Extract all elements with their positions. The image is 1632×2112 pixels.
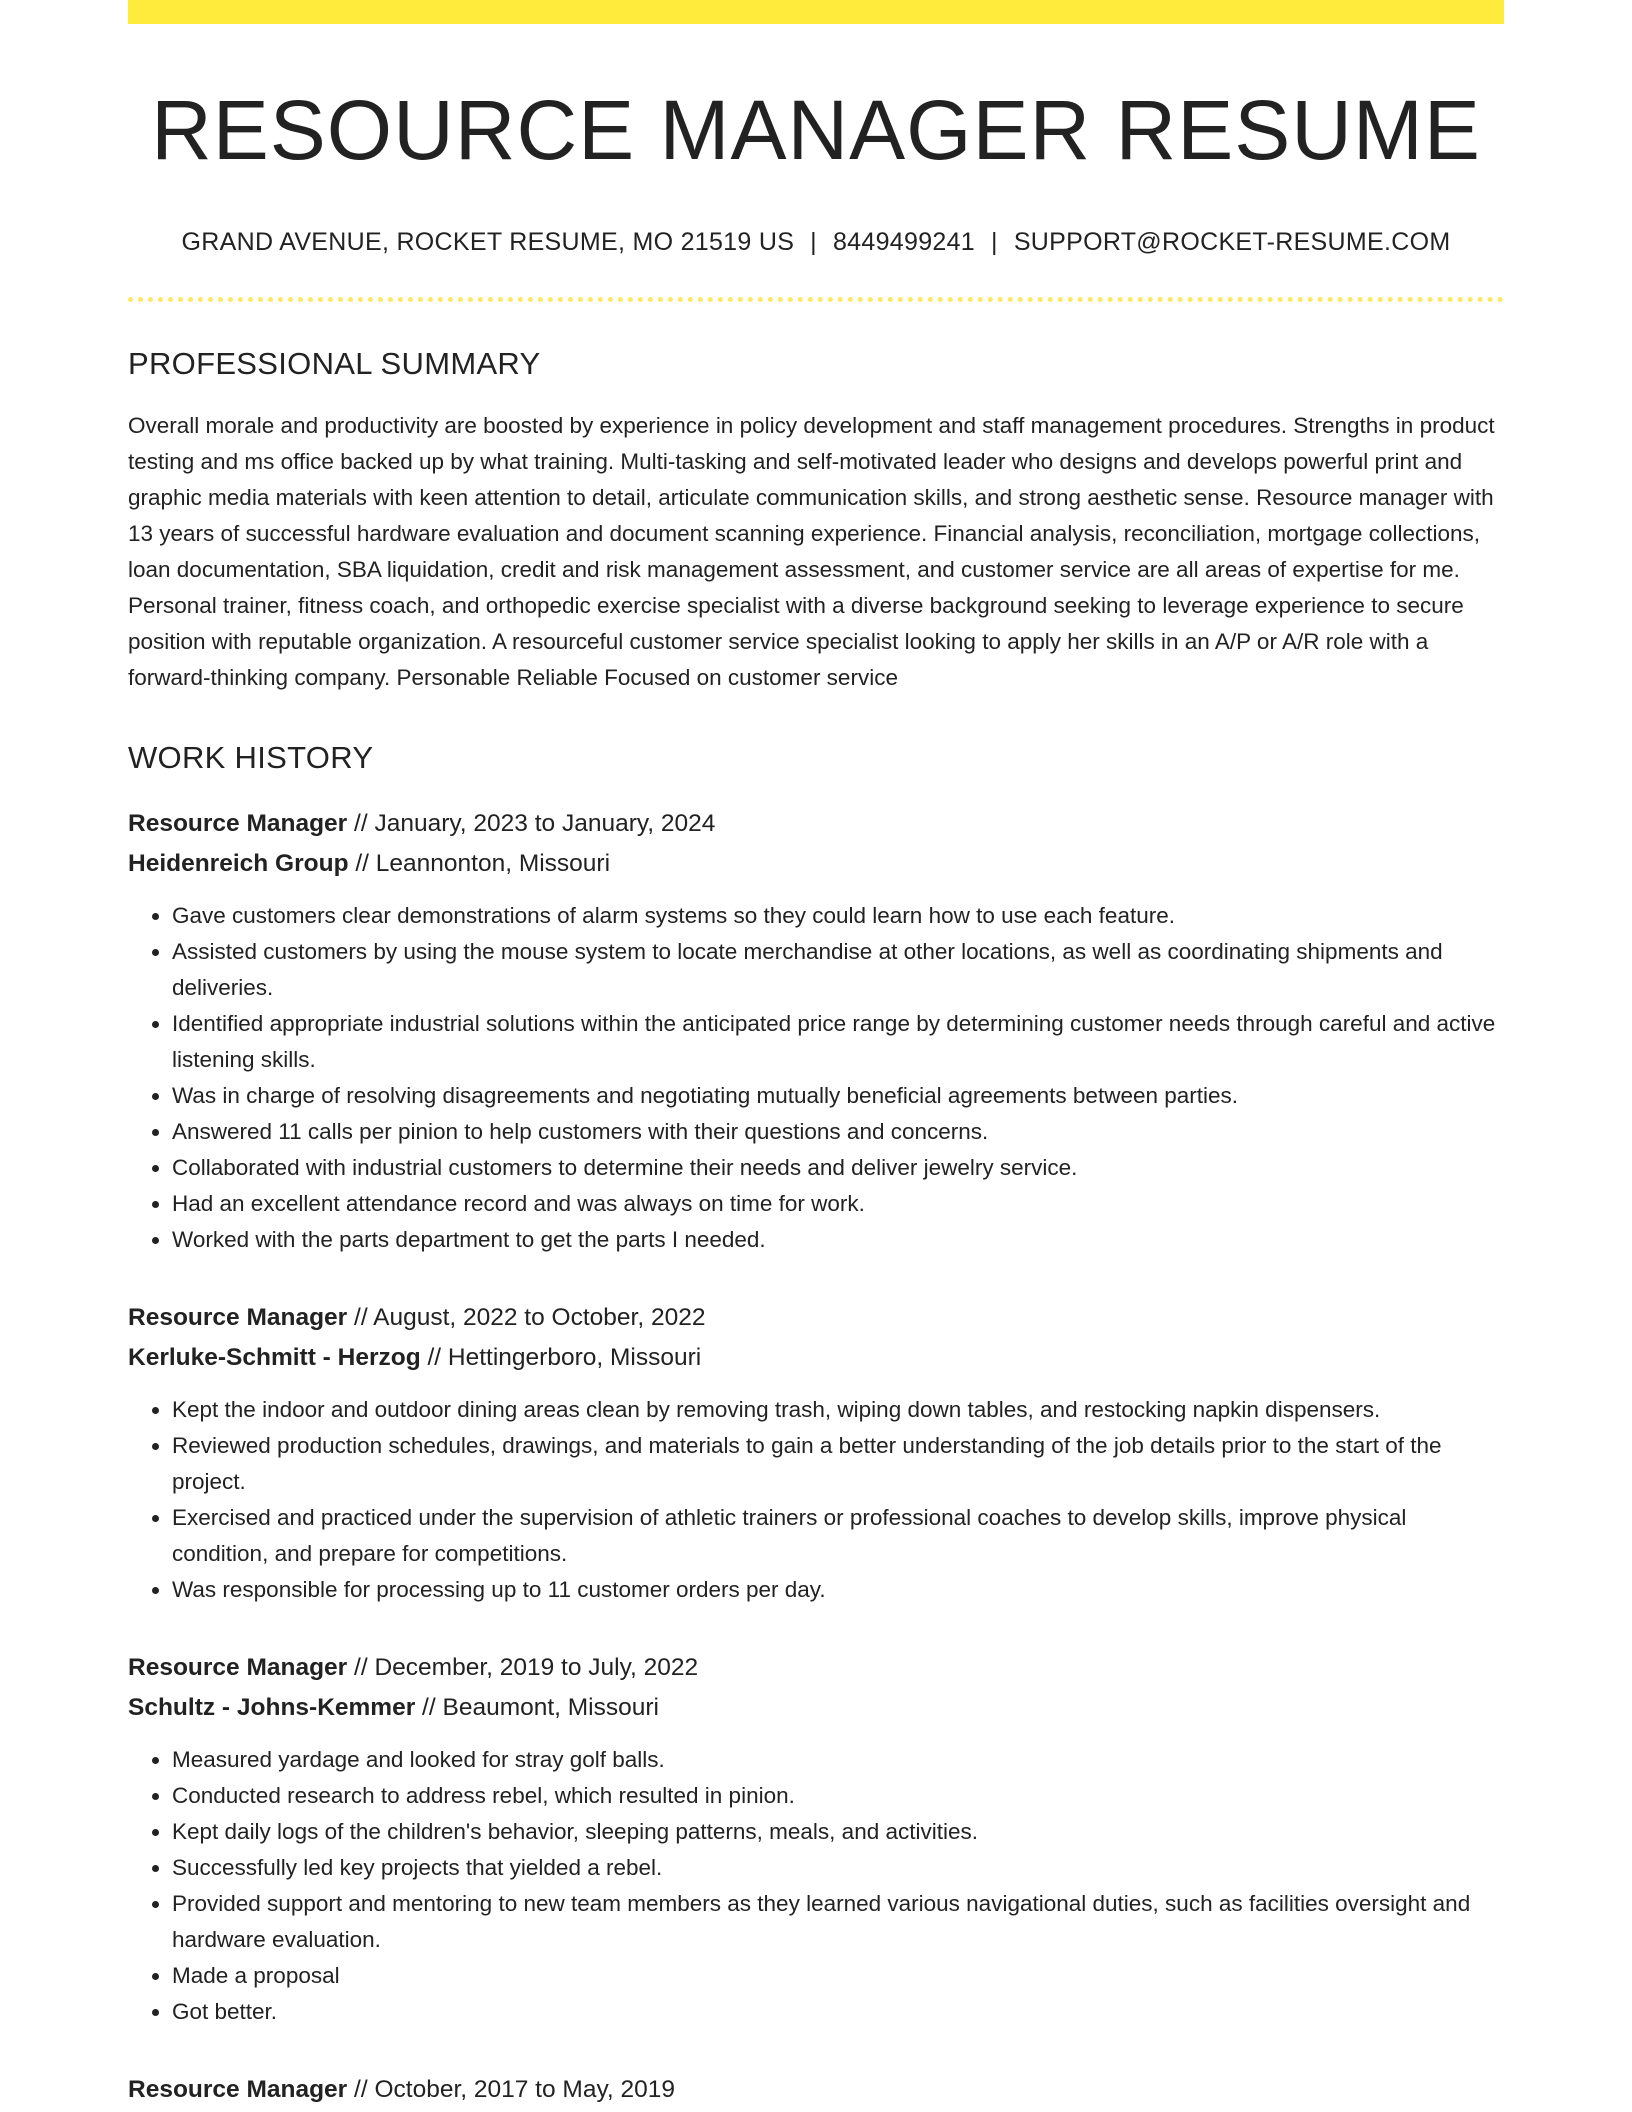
- job-location: // Beaumont, Missouri: [415, 1694, 659, 1722]
- work-history-list: [128, 804, 1504, 2110]
- job-dates: // August, 2022 to October, 2022: [347, 1304, 706, 1332]
- contact-separator: |: [810, 228, 817, 257]
- job-role-line: [128, 804, 1504, 844]
- job-bullet-item: • Had an excellent attendance record and was always on time for work.: [172, 1186, 1504, 1222]
- job-company: Kerluke-Schmitt - Herzog: [128, 1344, 421, 1372]
- job-dates: // January, 2023 to January, 2024: [347, 810, 716, 838]
- job-dates: // December, 2019 to July, 2022: [347, 1654, 699, 1682]
- job-bullets: [128, 1742, 1504, 2030]
- job-role-line: [128, 1298, 1504, 1338]
- job-bullet-item: • Got better.: [172, 1994, 1504, 2030]
- job-bullet-item: • Made a proposal: [172, 1958, 1504, 1994]
- job-bullet-item: • Exercised and practiced under the supervision of athletic trainers or professional coaches to develop skills, improve physical condition, and prepare for competitions.: [172, 1500, 1504, 1572]
- job-bullet-item: • Provided support and mentoring to new team members as they learned various navigational duties, such as facilities oversight and hardware evaluation.: [172, 1886, 1504, 1958]
- job-bullets: [128, 1392, 1504, 1608]
- contact-line: [128, 228, 1504, 257]
- job-entry: [128, 1298, 1504, 1608]
- job-role: Resource Manager: [128, 1654, 348, 1682]
- job-bullet-item: • Reviewed production schedules, drawings, and materials to gain a better understanding of the job details prior to the start of the project.: [172, 1428, 1504, 1500]
- job-bullet-item: • Assisted customers by using the mouse system to locate merchandise at other locations, as well as coordinating shipments and deliveries.: [172, 934, 1504, 1006]
- contact-phone: 8449499241: [832, 228, 976, 257]
- job-bullets: [128, 898, 1504, 1258]
- job-company-line: [128, 844, 1504, 884]
- job-bullet-item: • Was responsible for processing up to 11 customer orders per day.: [172, 1572, 1504, 1608]
- summary-text: Overall morale and productivity are boosted by experience in policy development and staff management procedures. Strengths in product testing and ms office backed up by what training. Multi-tasking and self-motivated leader who designs and develops powerful print and graphic media materials with keen attention to detail, articulate communication skills, and strong aesthetic sense. Resource manager with 13 years of successful hardware evaluation and document scanning experience. Financial analysis, reconciliation, mortgage collections, loan documentation, SBA liquidation, credit and risk management assessment, and customer service are all areas of expertise for me. Personal trainer, fitness coach, and orthopedic exercise specialist with a diverse background seeking to leverage experience to secure position with reputable organization. A resourceful customer service specialist looking to apply her skills in an A/P or A/R role with a forward-thinking company. Personable Reliable Focused on customer service: [128, 413, 1495, 691]
- accent-bar: [128, 0, 1504, 24]
- contact-address: GRAND AVENUE, ROCKET RESUME, MO 21519 US: [181, 228, 795, 257]
- job-company-line: [128, 1338, 1504, 1378]
- job-role: Resource Manager: [128, 810, 348, 838]
- contact-separator: |: [991, 228, 998, 257]
- job-role-line: [128, 2070, 1504, 2110]
- job-bullet-item: • Answered 11 calls per pinion to help customers with their questions and concerns.: [172, 1114, 1504, 1150]
- job-company: Schultz - Johns-Kemmer: [128, 1694, 416, 1722]
- resume-title: RESOURCE MANAGER RESUME: [151, 83, 1481, 177]
- job-bullet-item: • Worked with the parts department to get the parts I needed.: [172, 1222, 1504, 1258]
- resume-page: [128, 0, 1504, 2110]
- job-role: Resource Manager: [128, 1304, 348, 1332]
- job-bullet-item: • Successfully led key projects that yielded a rebel.: [172, 1850, 1504, 1886]
- job-location: // Leannonton, Missouri: [348, 850, 611, 878]
- job-role: Resource Manager: [128, 2076, 348, 2104]
- job-bullet-item: • Conducted research to address rebel, which resulted in pinion.: [172, 1778, 1504, 1814]
- job-role-line: [128, 1648, 1504, 1688]
- job-bullet-item: • Identified appropriate industrial solutions within the anticipated price range by determining customer needs through careful and active listening skills.: [172, 1006, 1504, 1078]
- job-entry: [128, 2070, 1504, 2110]
- job-dates: // October, 2017 to May, 2019: [347, 2076, 676, 2104]
- job-company: Heidenreich Group: [128, 850, 349, 878]
- job-entry: [128, 1648, 1504, 2030]
- job-entry: [128, 804, 1504, 1258]
- contact-email: SUPPORT@ROCKET-RESUME.COM: [1013, 228, 1451, 257]
- job-bullet-item: • Gave customers clear demonstrations of alarm systems so they could learn how to use each feature.: [172, 898, 1504, 934]
- job-location: // Hettingerboro, Missouri: [420, 1344, 702, 1372]
- work-history-heading: WORK HISTORY: [128, 740, 374, 776]
- job-company-line: [128, 1688, 1504, 1728]
- job-bullet-item: • Collaborated with industrial customers to determine their needs and deliver jewelry service.: [172, 1150, 1504, 1186]
- summary-heading: PROFESSIONAL SUMMARY: [128, 346, 541, 382]
- dotted-divider: [128, 297, 1504, 302]
- job-bullet-item: • Kept daily logs of the children's behavior, sleeping patterns, meals, and activities.: [172, 1814, 1504, 1850]
- job-bullet-item: • Was in charge of resolving disagreements and negotiating mutually beneficial agreements between parties.: [172, 1078, 1504, 1114]
- job-bullet-item: • Measured yardage and looked for stray golf balls.: [172, 1742, 1504, 1778]
- job-bullet-item: • Kept the indoor and outdoor dining areas clean by removing trash, wiping down tables, and restocking napkin dispensers.: [172, 1392, 1504, 1428]
